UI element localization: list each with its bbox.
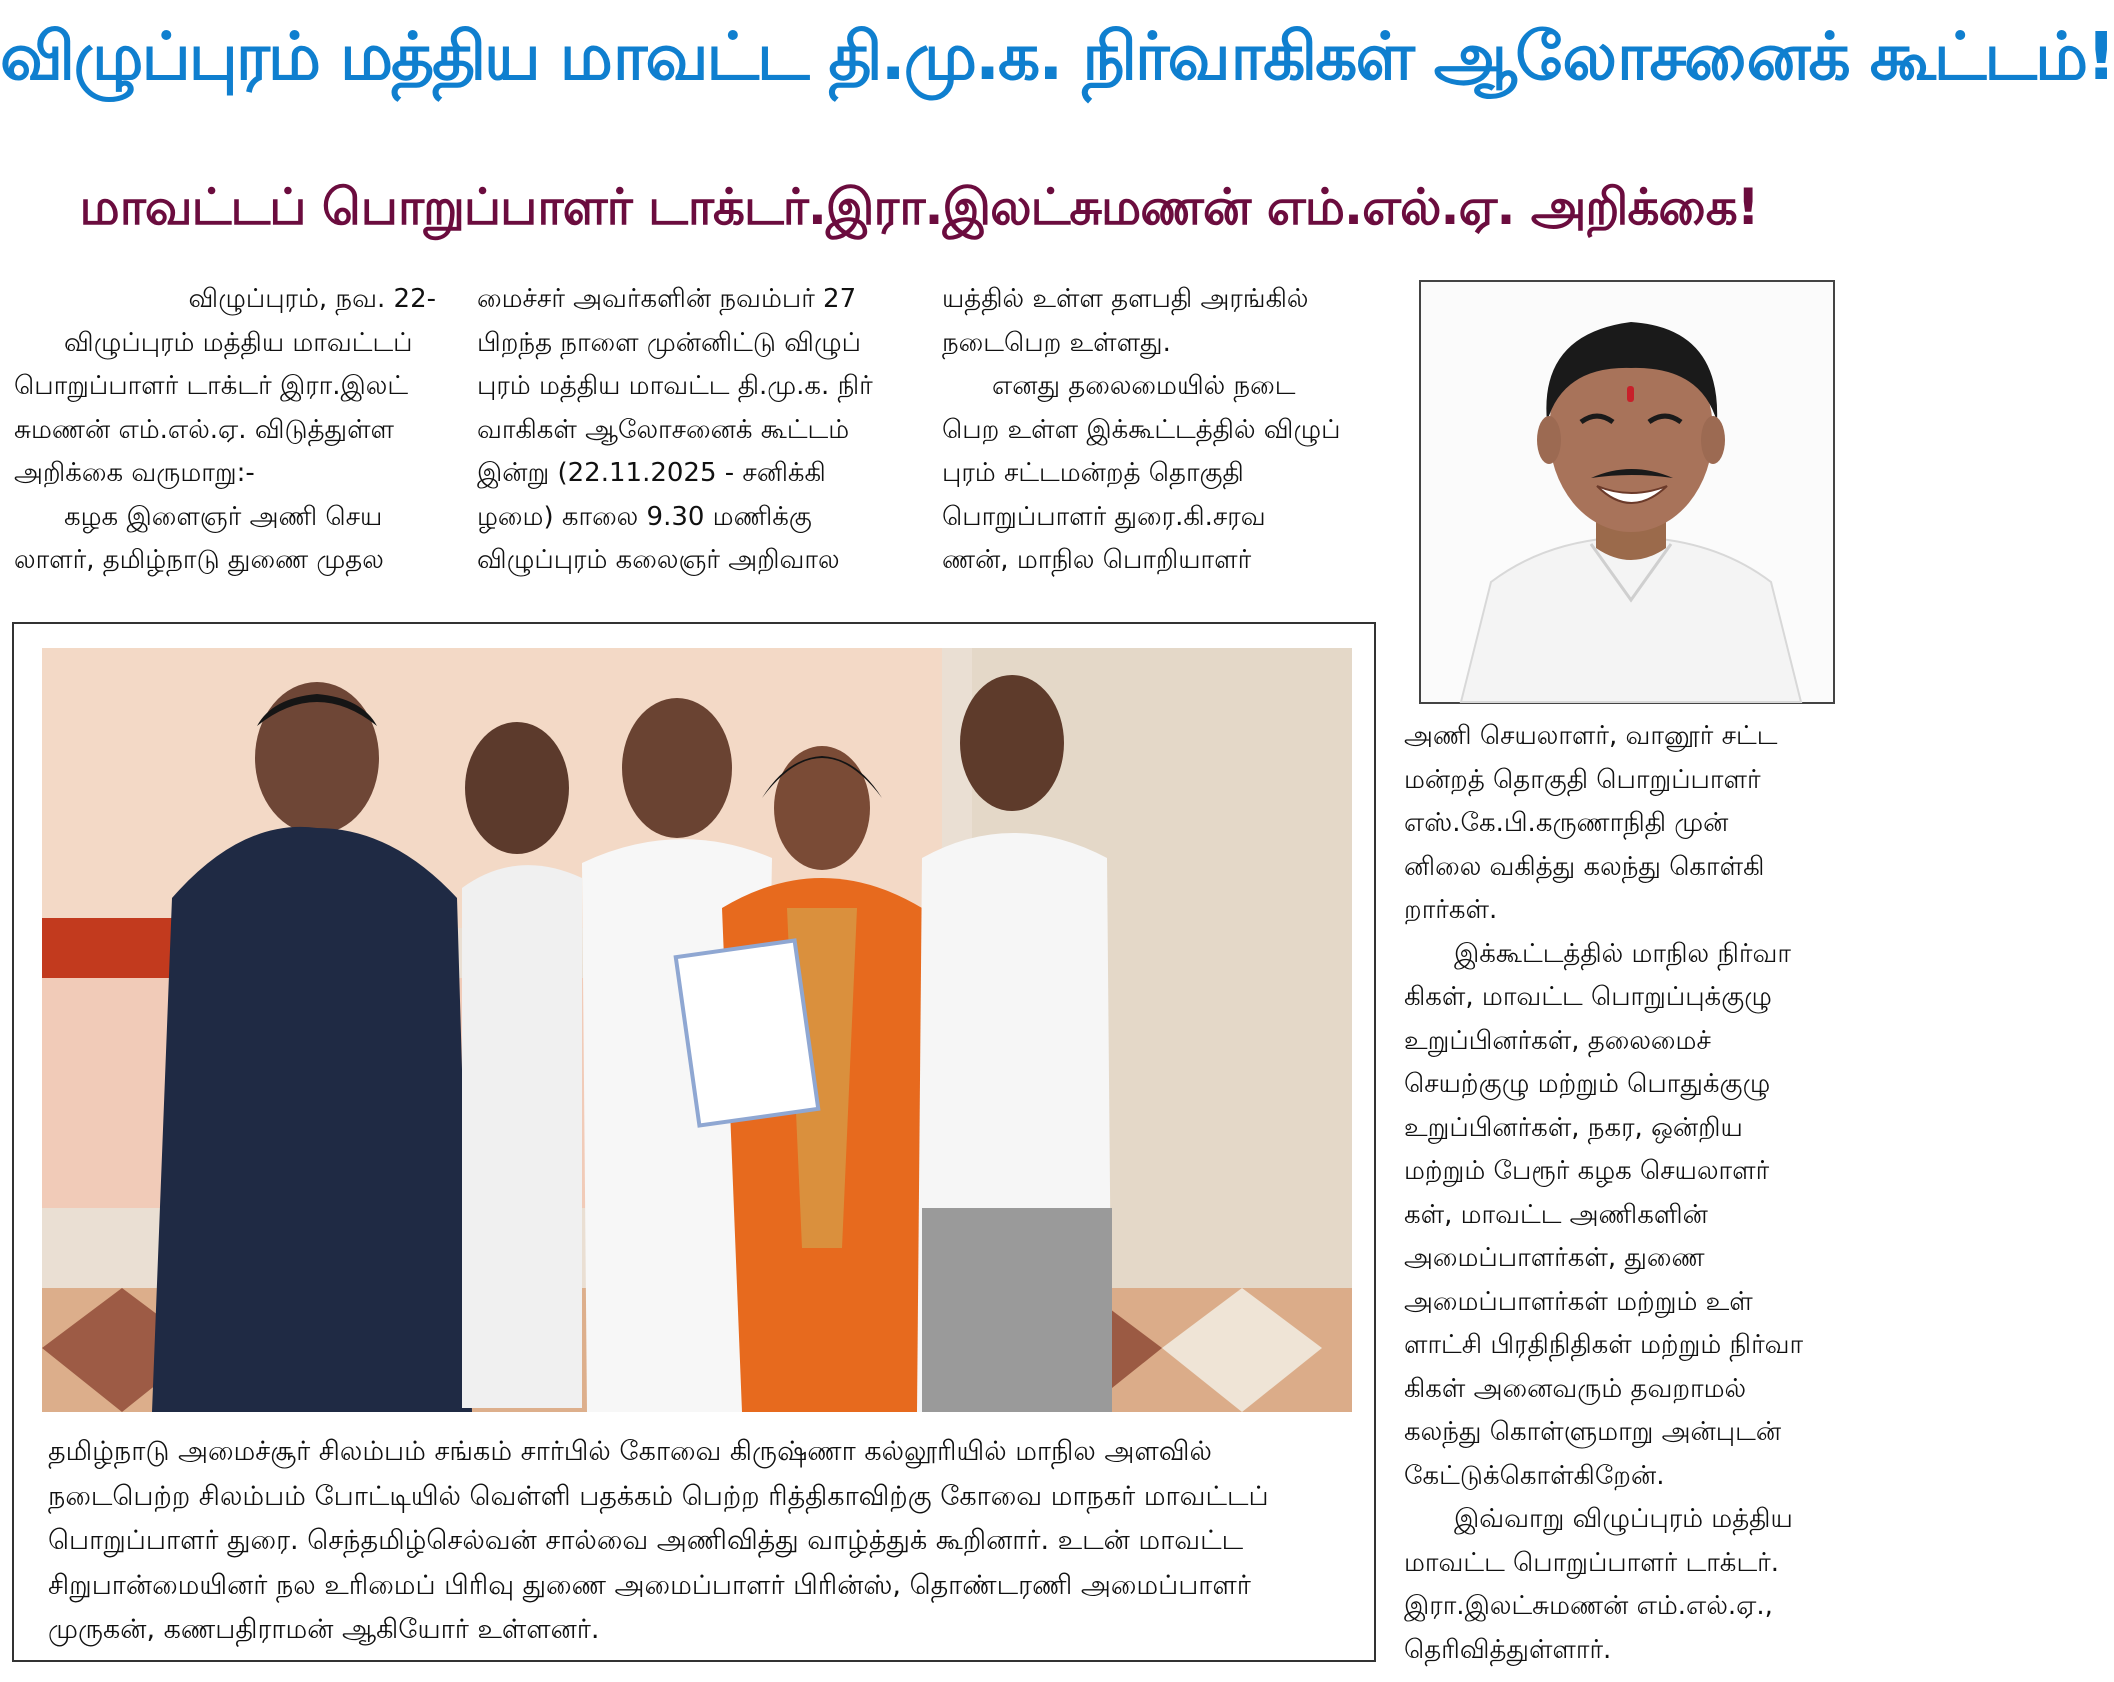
article-line: உறுப்பினர்கள், தலைமைச்: [1404, 1025, 1711, 1056]
article-line: அறிக்கை வருமாறு:-: [14, 458, 255, 488]
article-line: விழுப்புரம் மத்திய மாவட்டப்: [64, 327, 413, 358]
article-column-2: [477, 278, 907, 583]
article-line: வாகிகள் ஆலோசனைக் கூட்டம்: [477, 414, 850, 445]
article-line: சுமணன் எம்.எல்.ஏ. விடுத்துள்ள: [14, 414, 395, 445]
photo-caption: [48, 1430, 1352, 1653]
caption-line: பொறுப்பாளர் துரை. செந்தமிழ்செல்வன் சால்வை அணிவித்து வாழ்த்துக் கூறினார். உடன் மாவட்ட: [48, 1525, 1244, 1556]
article-line: ளாட்சி பிரதிநிதிகள் மற்றும் நிர்வா: [1404, 1330, 1804, 1360]
article-column-4: [1404, 715, 1834, 1672]
article-line: கிகள், மாவட்ட பொறுப்புக்குழு: [1404, 982, 1772, 1012]
article-line: கிகள் அனைவரும் தவறாமல்: [1404, 1373, 1747, 1404]
article-line: இன்று (22.11.2025 - சனிக்கி: [477, 458, 826, 488]
group-photo-box: [12, 622, 1376, 1662]
article-line: உறுப்பினர்கள், நகர, ஒன்றிய: [1404, 1112, 1743, 1143]
article-line: றார்கள்.: [1404, 895, 1498, 925]
article-line: அணி செயலாளர், வானூர் சட்ட: [1404, 721, 1778, 751]
article-line: பெற உள்ள இக்கூட்டத்தில் விழுப்: [942, 414, 1341, 445]
article-line: அமைப்பாளர்கள் மற்றும் உள்: [1404, 1286, 1753, 1317]
article-line: கள், மாவட்ட அணிகளின்: [1404, 1199, 1708, 1230]
article-line: மைச்சர் அவர்களின் நவம்பர் 27: [477, 284, 857, 314]
article-line: எஸ்.கே.பி.கருணாநிதி முன்: [1404, 808, 1729, 838]
article-line: லாளர், தமிழ்நாடு துணை முதல: [14, 545, 384, 575]
article-line: பொறுப்பாளர் துரை.கி.சரவ: [942, 501, 1266, 532]
headline-sub: மாவட்டப் பொறுப்பாளர் டாக்டர்.இரா.இலட்சுமணன் எம்.எல்.ஏ. அறிக்கை!: [79, 178, 1759, 236]
article-line: யத்தில் உள்ள தளபதி அரங்கில்: [942, 284, 1309, 314]
article-line: பிறந்த நாளை முன்னிட்டு விழுப்: [477, 327, 861, 358]
article-column-1: [14, 278, 444, 583]
article-line: இவ்வாறு விழுப்புரம் மத்திய: [1454, 1504, 1793, 1534]
article-line: னிலை வகித்து கலந்து கொள்கி: [1404, 851, 1765, 882]
caption-line: சிறுபான்மையினர் நல உரிமைப் பிரிவு துணை அமைப்பாளர் பிரின்ஸ், தொண்டரணி அமைப்பாளர்: [48, 1569, 1251, 1601]
article-line: விழுப்புரம் கலைஞர் அறிவால: [477, 545, 840, 575]
caption-line: தமிழ்நாடு அமைச்சூர் சிலம்பம் சங்கம் சார்பில் கோவை கிருஷ்ணா கல்லூரியில் மாநில அளவில்: [48, 1436, 1212, 1467]
caption-line: நடைபெற்ற சிலம்பம் போட்டியில் வெள்ளி பதக்கம் பெற்ற ரித்திகாவிற்கு கோவை மாநகர் மாவட்டப்: [48, 1480, 1269, 1512]
headline-main: விழுப்புரம் மத்திய மாவட்ட தி.மு.க. நிர்வாகிகள் ஆலோசனைக் கூட்டம்!: [0, 18, 2114, 95]
article-line: அமைப்பாளர்கள், துணை: [1404, 1243, 1705, 1273]
article-line: விழுப்புரம், நவ. 22-: [188, 284, 436, 314]
article-column-3: [942, 278, 1372, 583]
article-line: மன்றத் தொகுதி பொறுப்பாளர்: [1404, 764, 1761, 795]
article-line: தெரிவித்துள்ளார்.: [1404, 1634, 1612, 1665]
portrait-photo: [1419, 280, 1835, 704]
article-line: புரம் மத்திய மாவட்ட தி.மு.க. நிர்: [477, 371, 873, 401]
group-photo-illustration: [42, 648, 1352, 1412]
article-line: பொறுப்பாளர் டாக்டர் இரா.இலட்: [14, 371, 409, 401]
article-line: கேட்டுக்கொள்கிறேன்.: [1404, 1460, 1665, 1491]
article-line: கலந்து கொள்ளுமாறு அன்புடன்: [1404, 1417, 1782, 1447]
group-photo: [42, 648, 1352, 1412]
article-line: ழமை) காலை 9.30 மணிக்கு: [477, 501, 812, 532]
portrait-illustration: [1421, 282, 1833, 702]
article-line: ணன், மாநில பொறியாளர்: [942, 545, 1252, 575]
article-line: மற்றும் பேரூர் கழக செயலாளர்: [1404, 1156, 1770, 1186]
article-line: கழக இளைஞர் அணி செய: [64, 501, 383, 532]
article-line: மாவட்ட பொறுப்பாளர் டாக்டர்.: [1404, 1547, 1779, 1578]
article-line: இரா.இலட்சுமணன் எம்.எல்.ஏ.,: [1404, 1591, 1773, 1621]
article-line: புரம் சட்டமன்றத் தொகுதி: [942, 458, 1244, 488]
article-line: இக்கூட்டத்தில் மாநில நிர்வா: [1454, 938, 1791, 969]
article-line: எனது தலைமையில் நடை: [992, 371, 1296, 401]
article-line: நடைபெற உள்ளது.: [942, 327, 1171, 358]
caption-line: முருகன், கணபதிராமன் ஆகியோர் உள்ளனர்.: [48, 1614, 600, 1645]
article-line: செயற்குழு மற்றும் பொதுக்குழு: [1404, 1069, 1771, 1099]
